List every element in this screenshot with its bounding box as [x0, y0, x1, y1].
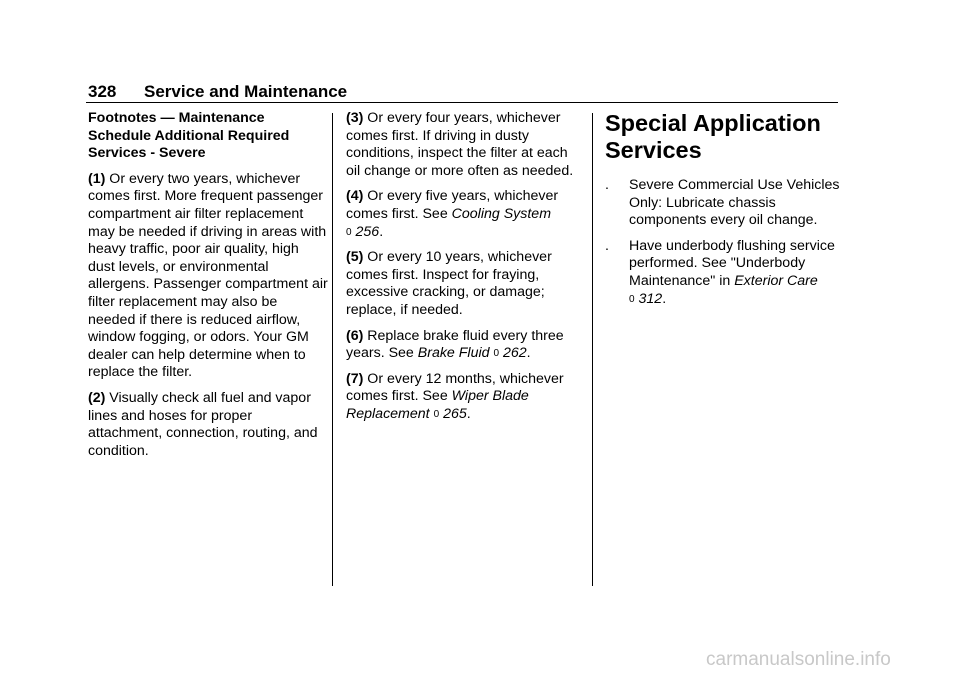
- bullet-mark: .: [605, 177, 609, 193]
- column-divider-1: [332, 113, 333, 586]
- footnote-number: (4): [346, 188, 364, 205]
- footnote-suffix: .: [466, 405, 471, 422]
- column-1: [88, 110, 328, 468]
- footnote-number: (2): [88, 389, 106, 406]
- footnote-suffix: .: [379, 223, 384, 240]
- page-reference-link[interactable]: 265: [443, 405, 467, 422]
- column-3: [605, 110, 845, 316]
- footnote-6: [346, 328, 584, 363]
- footnote-text: Or every two years, whichever comes first. More frequent passenger compartment air filter replacement may be needed if driving in areas with heavy traffic, poor air quality, high dust levels, or environmental allergens. Passenger compartment air filter replacement may also be needed if there is reduced airflow, window fogging, or odors. Your GM dealer can help determine when to replace the filter.: [88, 170, 328, 381]
- page-reference-link[interactable]: 262: [503, 345, 527, 362]
- footnote-suffix: .: [526, 345, 531, 362]
- footnote-number: (7): [346, 370, 364, 387]
- page-number: 328: [88, 82, 117, 101]
- footnote-2: [88, 390, 328, 460]
- footnote-number: (3): [346, 110, 364, 126]
- footnote-text: Visually check all fuel and vapor lines and hoses for proper attachment, connection, routing, and condition.: [88, 389, 318, 459]
- bullet-text: Severe Commercial Use Vehicles Only: Lubricate chassis components every oil change.: [629, 177, 840, 229]
- footnote-text: Or every four years, whichever comes first. If driving in dusty conditions, inspect the filter at each oil change or more often as needed.: [346, 110, 574, 179]
- section-title-header: Service and Maintenance: [144, 82, 348, 101]
- footnote-text: Or every five years, whichever comes first. See: [346, 188, 559, 222]
- header-rule: [86, 102, 838, 103]
- cross-reference-link[interactable]: Brake Fluid: [417, 345, 490, 362]
- footnote-text: Replace brake fluid every three years. See: [346, 327, 564, 362]
- footnote-number: (5): [346, 249, 364, 266]
- services-list: [605, 177, 845, 308]
- footnote-text: Or every 12 months, whichever comes first. See: [346, 370, 564, 405]
- column-2: [346, 110, 584, 432]
- footnote-3: [346, 110, 584, 180]
- bullet-suffix: .: [662, 290, 667, 307]
- cross-reference-link[interactable]: Exterior Care: [734, 272, 818, 289]
- cross-reference-link[interactable]: Cooling System: [451, 205, 552, 222]
- page-reference-link[interactable]: 256: [355, 223, 380, 240]
- footnote-7: [346, 371, 584, 424]
- bullet-text: Have underbody flushing service performed. See "Underbody Maintenance" in: [629, 237, 835, 289]
- cross-reference-link[interactable]: Wiper Blade Replacement: [346, 388, 529, 422]
- footnote-number: (1): [88, 170, 106, 187]
- bullet-mark: .: [605, 237, 609, 254]
- page-header: [88, 82, 347, 102]
- footnote-5: [346, 249, 584, 319]
- footnote-4: [346, 188, 584, 241]
- footnote-1: [88, 171, 328, 382]
- column-divider-2: [592, 113, 593, 586]
- footnotes-heading: Footnotes — Maintenance Schedule Additional Required Services - Severe: [88, 110, 290, 162]
- list-item: [605, 177, 845, 230]
- page-reference-icon: 0: [493, 348, 500, 360]
- page-reference-icon: 0: [346, 226, 352, 238]
- page-reference-link[interactable]: 312: [638, 290, 663, 307]
- watermark: carmanualsonline.info: [706, 649, 891, 670]
- list-item: [605, 238, 845, 308]
- footnote-number: (6): [346, 327, 364, 344]
- footnote-text: Or every 10 years, whichever comes first. Inspect for fraying, excessive cracking, or damage; replace, if needed.: [346, 249, 552, 318]
- special-application-title: Special Application Services: [605, 110, 821, 163]
- page-reference-icon: 0: [629, 293, 635, 305]
- page-reference-icon: 0: [433, 408, 440, 420]
